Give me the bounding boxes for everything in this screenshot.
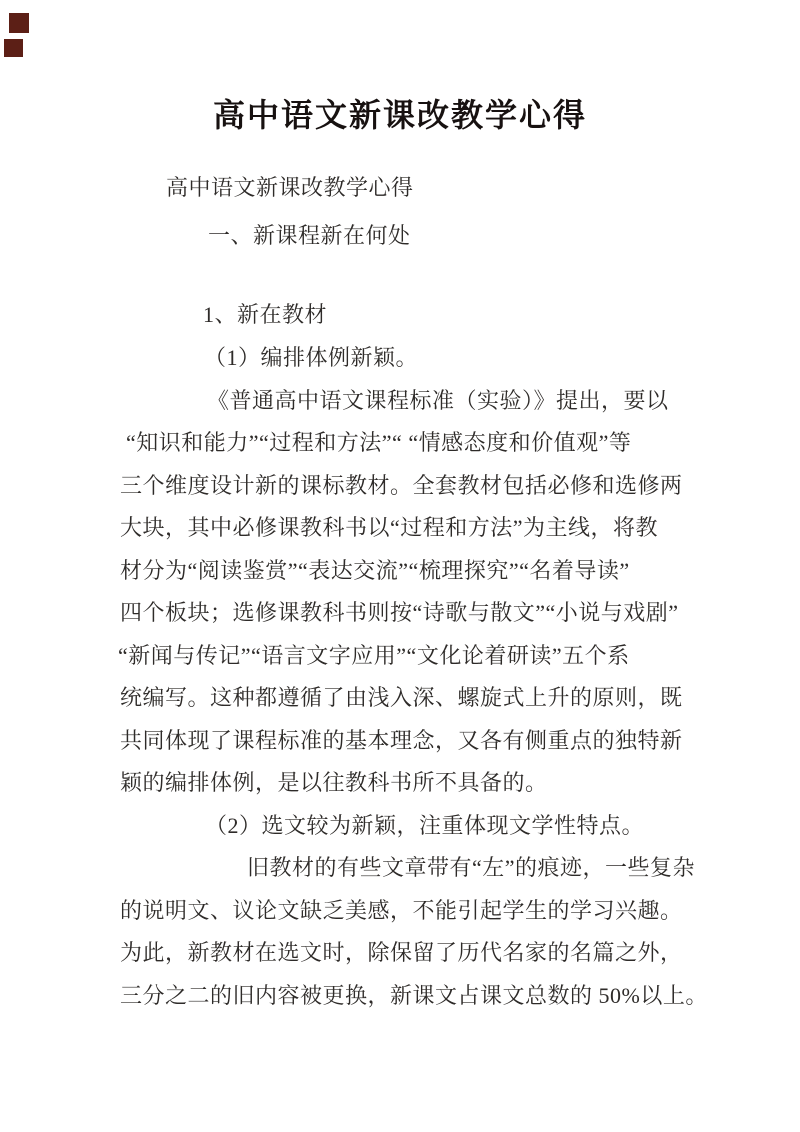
- document-title: 高中语文新课改教学心得: [212, 97, 587, 133]
- text-line: 《普通高中语文课程标准（实验）》提出，要以: [207, 388, 669, 413]
- text-line: 1、新在教材: [203, 302, 328, 327]
- text-line: 大块，其中必修课教科书以“过程和方法”为主线，将教: [120, 515, 659, 540]
- corner-mark: [9, 13, 29, 33]
- text-line: 为此，新教材在选文时，除保留了历代名家的名篇之外，: [120, 940, 683, 965]
- text-line: 四个板块；选修课教科书则按“诗歌与散文”“小说与戏剧”: [120, 600, 679, 625]
- text-line: 统编写。这种都遵循了由浅入深、螺旋式上升的原则，既: [120, 685, 683, 710]
- text-line: 材分为“阅读鉴赏”“表达交流”“梳理探究”“名着导读”: [120, 558, 630, 583]
- text-line: 的说明文、议论文缺乏美感，不能引起学生的学习兴趣。: [120, 898, 683, 923]
- text-line: “知识和能力”“过程和方法”“ “情感态度和价值观”等: [126, 430, 632, 455]
- text-line: 旧教材的有些文章带有“左”的痕迹，一些复杂: [247, 855, 696, 880]
- text-line: 共同体现了课程标准的基本理念，又各有侧重点的独特新: [120, 728, 683, 753]
- text-line: （2）选文较为新颖，注重体现文学性特点。: [205, 813, 645, 838]
- corner-mark: [4, 39, 23, 57]
- text-line: 高中语文新课改教学心得: [166, 175, 414, 200]
- text-line: 三分之二的旧内容被更换，新课文占课文总数的 50%以上。: [120, 983, 708, 1008]
- text-line: 三个维度设计新的课标教材。全套教材包括必修和选修两: [120, 473, 683, 498]
- text-line: “新闻与传记”“语言文字应用”“文化论着研读”五个系: [118, 643, 630, 668]
- text-line: 一、新课程新在何处: [208, 223, 411, 248]
- text-line: （1）编排体例新颖。: [204, 345, 419, 370]
- text-line: 颖的编排体例，是以往教科书所不具备的。: [120, 770, 548, 795]
